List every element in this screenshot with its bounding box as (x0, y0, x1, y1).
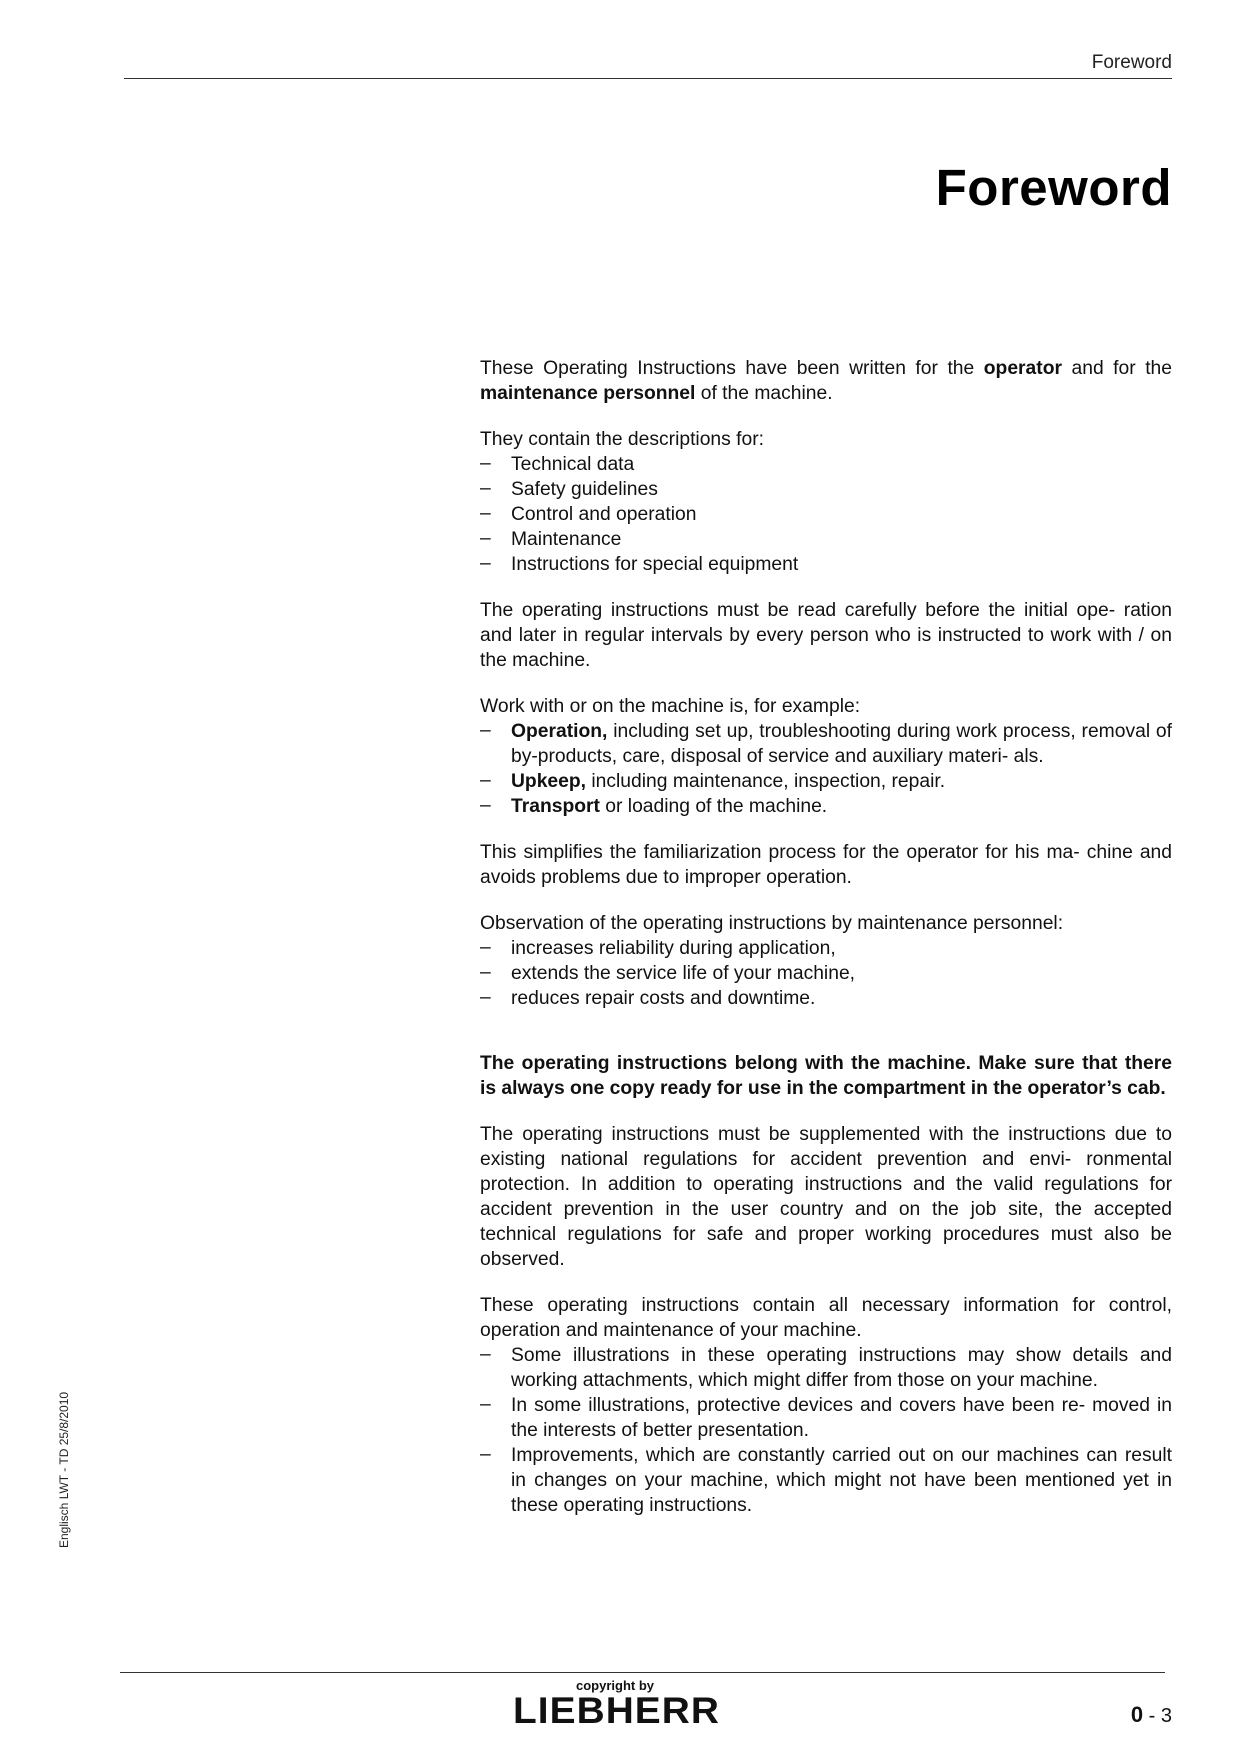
contain-info-list (480, 1343, 1172, 1518)
intro-paragraph: These Operating Instructions have been written for the operator and for the maintenance personnel of the machine. (480, 358, 1172, 404)
list-item: – In some illustrations, protective devices and covers have been re- moved in the interests of better presentation. (480, 1393, 1172, 1443)
work-examples-lead: Work with or on the machine is, for example: (480, 696, 861, 717)
observation-lead: Observation of the operating instructions by maintenance personnel: (480, 913, 1064, 934)
supplemented-paragraph: The operating instructions must be supplemented with the instructions due to existing national regulations for accident prevention and envi- ronmental protection. In addition to operating instructions and the valid regulations for accident prevention in the user country and on the job site, the accepted technical regulations for safe and proper working procedures must also be observed. (480, 1124, 1172, 1270)
page-index: 3 (1160, 1705, 1172, 1727)
list-item: – Control and operation (480, 502, 1172, 527)
read-carefully-paragraph: The operating instructions must be read carefully before the initial ope- ration and later in regular intervals by every person who is instructed to work with / on the machine. (480, 600, 1172, 671)
page-title: Foreword (935, 159, 1172, 216)
list-item: – Improvements, which are constantly carried out on our machines can result in changes on your machine, which might not have been mentioned yet in these operating instructions. (480, 1443, 1172, 1518)
header-divider (124, 78, 1172, 79)
main-content (480, 356, 1172, 1539)
simplifies-paragraph: This simplifies the familiarization process for the operator for his ma- chine and avoids problems due to improper operation. (480, 842, 1172, 888)
running-header: Foreword (1091, 52, 1172, 73)
work-examples-list (480, 719, 1172, 819)
copyright-label: copyright by (575, 1678, 654, 1693)
list-item: – extends the service life of your machine, (480, 961, 1172, 986)
list-item: – Some illustrations in these operating instructions may show details and working attachments, which might differ from those on your machine. (480, 1343, 1172, 1393)
belong-with-machine-notice: The operating instructions belong with the machine. Make sure that there is always one copy ready for use in the compartment in the operator’s cab. (480, 1053, 1172, 1099)
list-item: – Operation, including set up, troubleshooting during work process, removal of by-products, care, disposal of service and auxiliary materi- als. (480, 719, 1172, 769)
document-version-note: Englisch LWT - TD 25/8/2010 (57, 1391, 71, 1548)
section-spacer (480, 1032, 1172, 1051)
list-item: – Upkeep, including maintenance, inspection, repair. (480, 769, 1172, 794)
list-item: – Maintenance (480, 527, 1172, 552)
list-item: – reduces repair costs and downtime. (480, 986, 1172, 1011)
chapter-number: 0 (1130, 1702, 1144, 1727)
list-item: – Safety guidelines (480, 477, 1172, 502)
descriptions-lead: They contain the descriptions for: (480, 429, 765, 450)
list-item: – Transport or loading of the machine. (480, 794, 1172, 819)
liebherr-logo: LIEBHERR (513, 1690, 720, 1731)
contain-info-lead: These operating instructions contain all necessary information for control, operation and maintenance of your machine. (480, 1295, 1172, 1341)
operator-term: operator (983, 358, 1062, 379)
list-item: – increases reliability during application, (480, 936, 1172, 961)
maintenance-personnel-term: maintenance personnel (480, 383, 696, 404)
descriptions-list (480, 452, 1172, 577)
list-item: – Technical data (480, 452, 1172, 477)
footer-divider (120, 1672, 1165, 1673)
list-item: – Instructions for special equipment (480, 552, 1172, 577)
page-number: 0 - 3 (1130, 1702, 1172, 1727)
observation-list (480, 936, 1172, 1011)
